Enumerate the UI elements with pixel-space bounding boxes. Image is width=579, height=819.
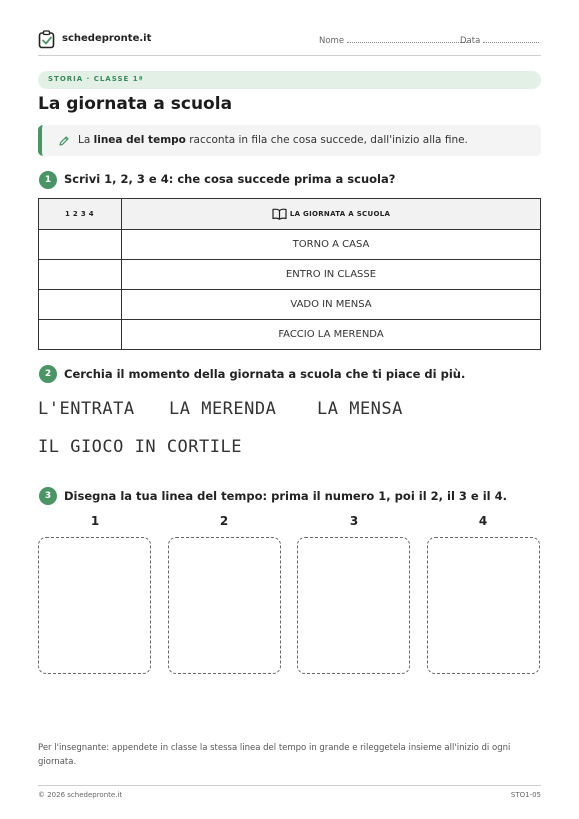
draw-box-1[interactable] (38, 537, 151, 674)
question-number-1: 1 (39, 171, 57, 189)
question-number-3: 3 (39, 487, 57, 505)
column-header-event-label: LA GIORNATA A SCUOLA (289, 210, 391, 218)
site-name: schedepronte.it (62, 33, 152, 44)
subject-label: STORIA · CLASSE 1ª (48, 75, 144, 83)
table-row (39, 230, 541, 260)
date-label: Data (460, 36, 481, 46)
date-field[interactable] (460, 35, 539, 46)
date-line (483, 35, 539, 43)
draw-box-label-4: 4 (478, 514, 488, 528)
table-row (39, 260, 541, 290)
checkbox-logo-icon (38, 30, 56, 49)
column-header-event (122, 199, 541, 230)
note-text (78, 134, 468, 146)
question-text-2: Cerchia il momento della giornata a scuola che ti piace di più. (64, 367, 466, 381)
number-cell[interactable] (39, 320, 122, 350)
draw-box-4[interactable] (427, 537, 540, 674)
name-line (347, 35, 467, 43)
event-cell: TORNO A CASA (122, 230, 541, 260)
question-text-3: Disegna la tua linea del tempo: prima il numero 1, poi il 2, il 3 e il 4. (64, 489, 507, 503)
pencil-icon (58, 135, 70, 147)
note-bold: linea del tempo (93, 134, 186, 146)
event-cell: FACCIO LA MERENDA (122, 320, 541, 350)
subject-band (38, 71, 541, 89)
open-book-icon (272, 208, 287, 220)
moment-option-entrata[interactable]: L'ENTRATA (38, 399, 135, 419)
draw-box-label-1: 1 (90, 514, 100, 528)
moment-option-merenda[interactable]: LA MERENDA (169, 399, 277, 419)
teacher-note: Per l'insegnante: appendete in classe la stessa linea del tempo in grande e rileggetela insieme all'inizio di ogni giornata. (38, 743, 511, 767)
event-cell: ENTRO IN CLASSE (122, 260, 541, 290)
number-cell[interactable] (39, 260, 122, 290)
column-header-number: 1 2 3 4 (39, 199, 122, 230)
table-header-row (39, 199, 541, 230)
question-number-2: 2 (39, 365, 57, 383)
page-header (38, 30, 541, 56)
table-row (39, 320, 541, 350)
info-note (38, 125, 541, 156)
event-cell: VADO IN MENSA (122, 290, 541, 320)
moment-option-mensa[interactable]: LA MENSA (317, 399, 403, 419)
sheet-code: STO1-05 (510, 791, 541, 799)
number-cell[interactable] (39, 230, 122, 260)
number-cell[interactable] (39, 290, 122, 320)
name-label: Nome (319, 36, 345, 46)
note-suffix: racconta in fila che cosa succede, dall'inizio alla fine. (185, 134, 468, 146)
note-prefix: La (78, 134, 94, 146)
name-field[interactable] (319, 35, 467, 46)
moment-option-gioco[interactable]: IL GIOCO IN CORTILE (38, 437, 242, 457)
draw-box-label-3: 3 (349, 514, 359, 528)
draw-box-2[interactable] (168, 537, 281, 674)
table-row (39, 290, 541, 320)
copyright: © 2026 schedepronte.it (38, 791, 123, 799)
question-text-1: Scrivi 1, 2, 3 e 4: che cosa succede prima a scuola? (64, 172, 396, 186)
ordering-table (38, 198, 541, 350)
page-title: La giornata a scuola (38, 94, 233, 114)
draw-box-3[interactable] (297, 537, 410, 674)
page-footer (38, 785, 541, 805)
draw-box-label-2: 2 (219, 514, 229, 528)
